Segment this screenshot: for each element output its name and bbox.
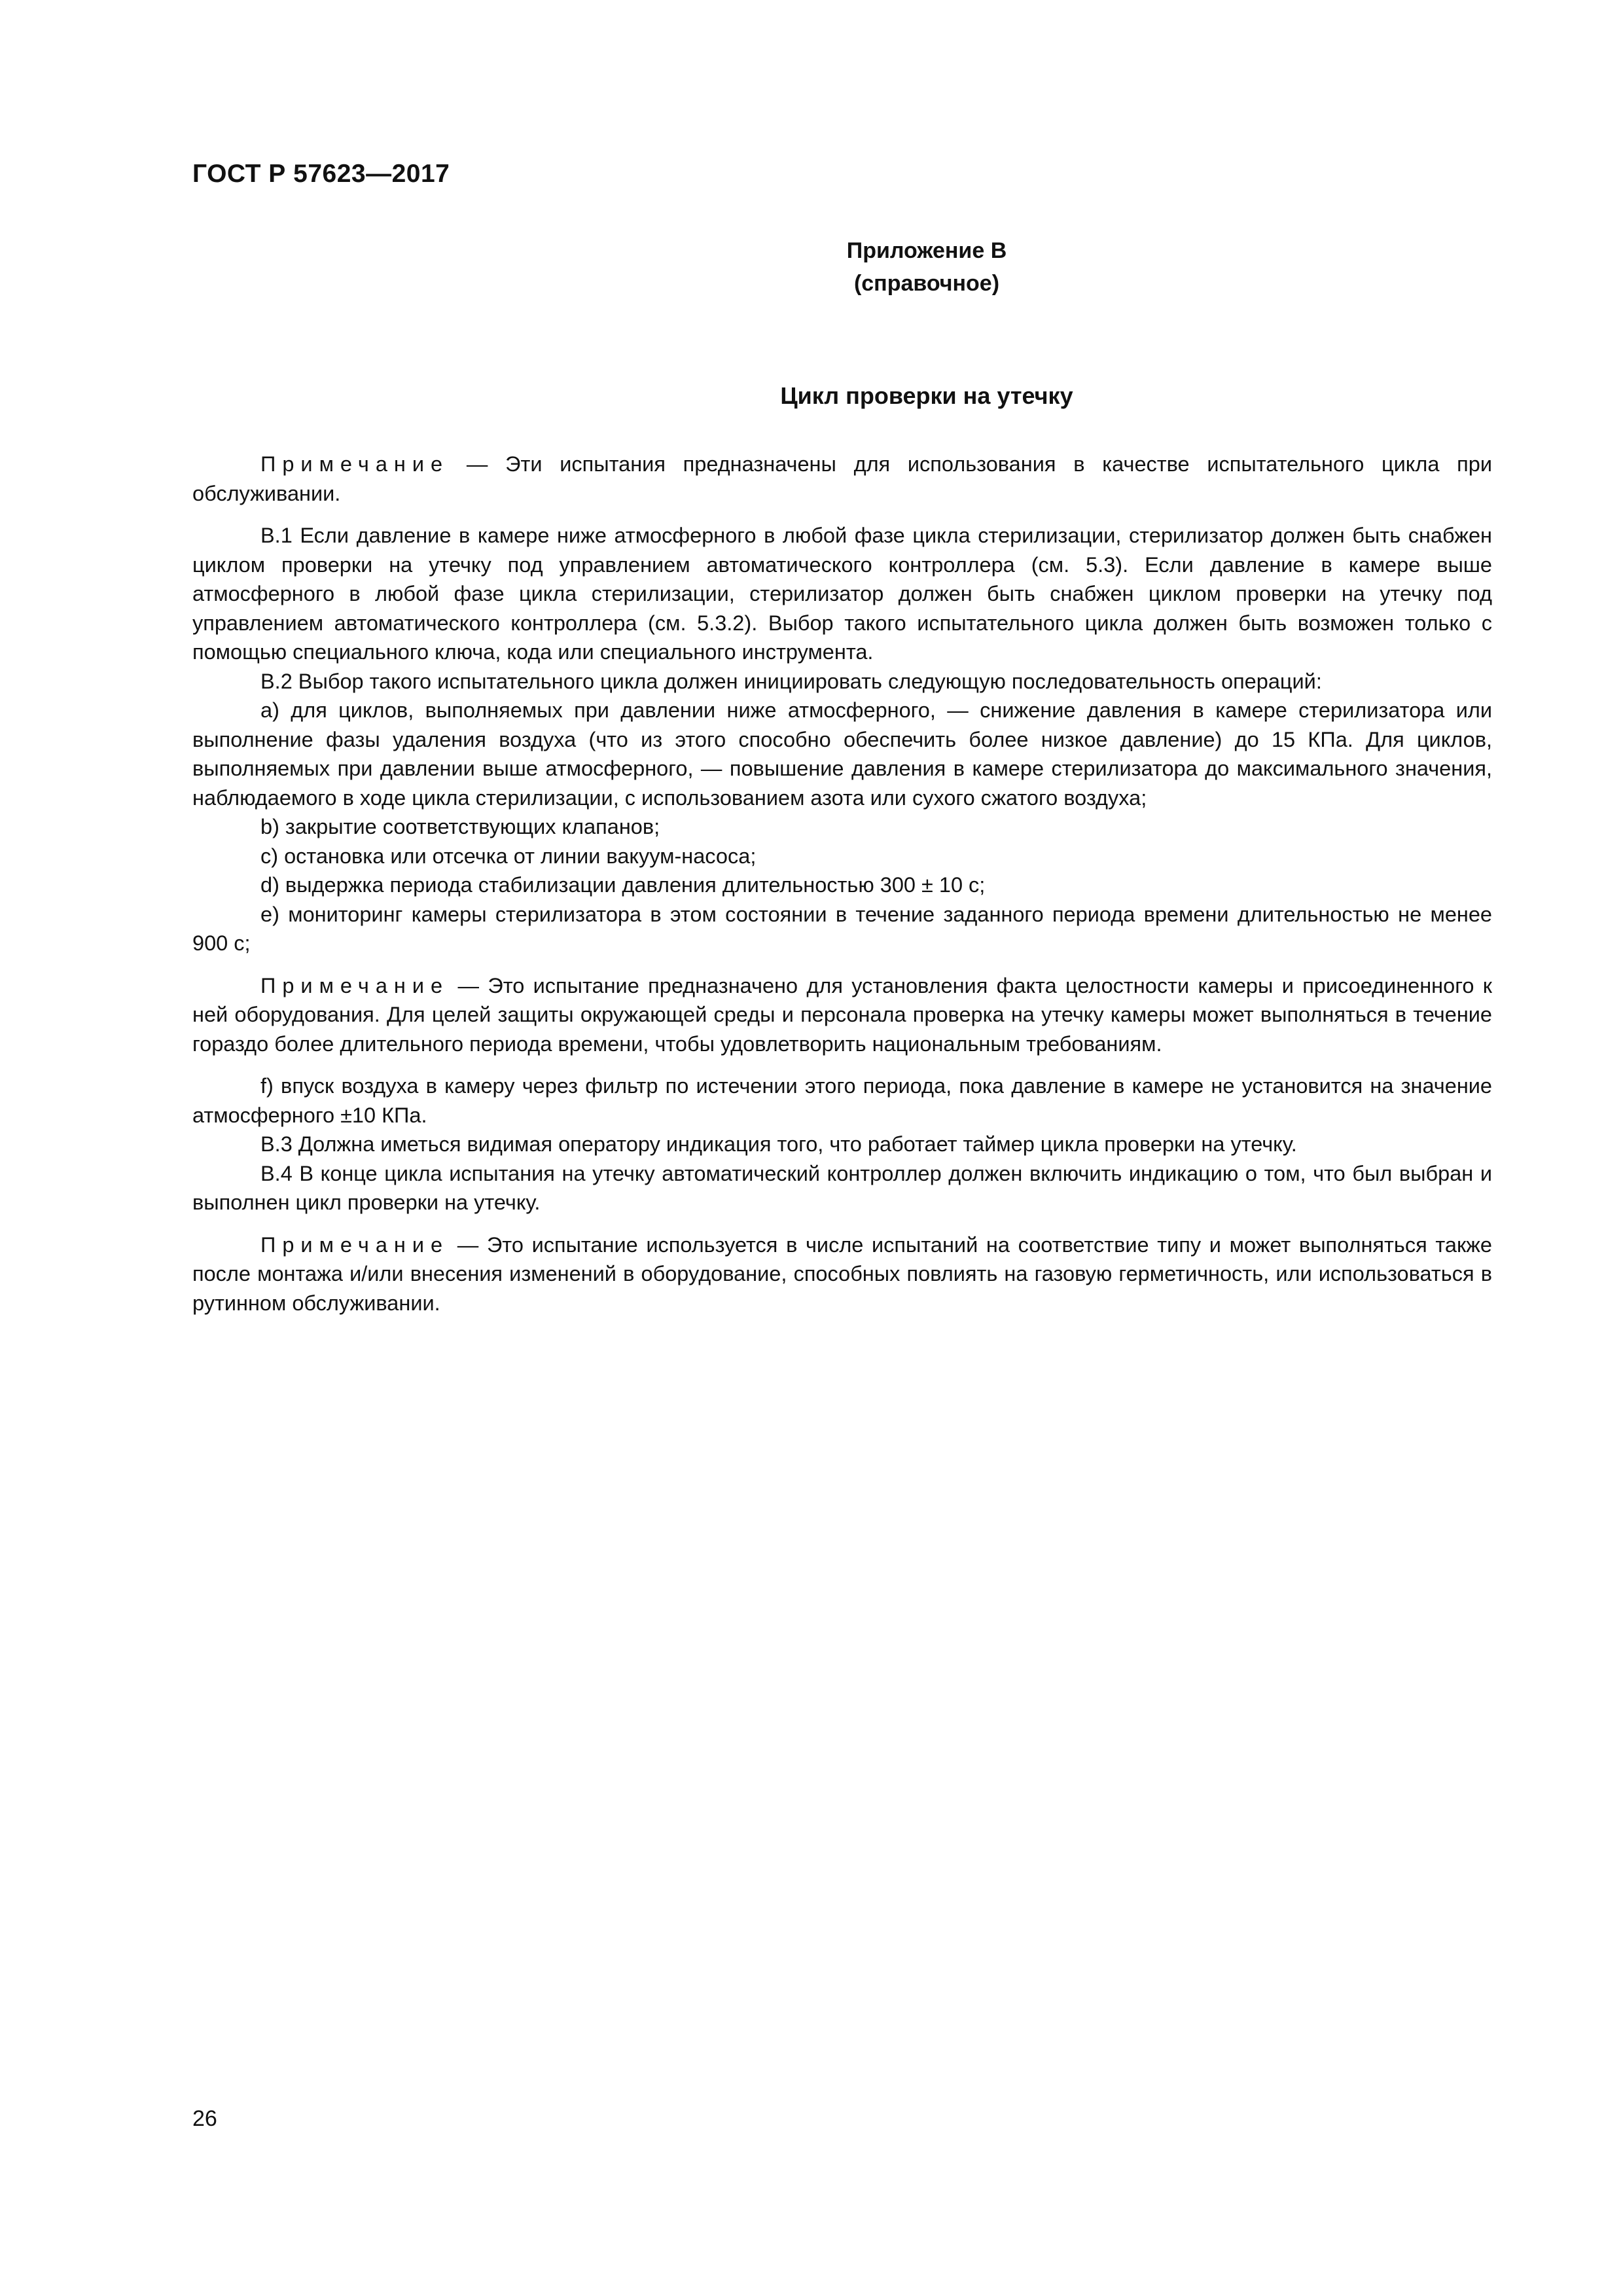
list-item-d: d) выдержка периода стабилизации давления длительностью 300 ± 10 с; [260,873,986,897]
note-paragraph [192,1230,1492,1318]
note-paragraph [192,450,1492,508]
clause-b2: В.2 Выбор такого испытательного цикла должен инициировать следующую последовательность операций: [260,669,1322,693]
clause-b3: В.3 Должна иметься видимая оператору индикация того, что работает таймер цикла проверки на утечку. [260,1132,1297,1156]
note-text: — Это испытание используется в числе испытаний на соответствие типу и может выполняться также после монтажа и/или внесения изменений в оборудование, способных повлиять на газовую герметичность, или использоваться в рутинном обслуживании. [192,1232,1492,1315]
note-label: Примечание [260,1232,450,1257]
section-title: Цикл проверки на утечку [780,382,1073,409]
document-body [192,450,1492,1331]
note-text: — Эти испытания предназначены для использования в качестве испытательного цикла при обслуживании. [192,452,1492,505]
note-label: Примечание [260,452,450,476]
list-item-a: а) для циклов, выполняемых при давлении ниже атмосферного, — снижение давления в камере стерилизатора или выполнение фазы удаления воздуха (что из этого способно обеспечить более низкое давление) до 15 КПа. Для циклов, выполняемых при давлении выше атмосферного, — повышение давления в камере стерилизатора до максимального значения, наблюдаемого в ходе цикла стерилизации, с использованием азота или сухого сжатого воздуха; [192,698,1492,810]
note-paragraph [192,971,1492,1059]
note-text: — Это испытание предназначено для установления факта целостности камеры и присоединенного к ней оборудования. Для целей защиты окружающей среды и персонала проверка на утечку камеры может выполняться в течение гораздо более длительного периода времени, чтобы удовлетворить национальным требованиям. [192,973,1492,1056]
clause-b4: В.4 В конце цикла испытания на утечку автоматический контроллер должен включить индикацию о том, что был выбран и выполнен цикл проверки на утечку. [192,1161,1492,1214]
list-item-b: b) закрытие соответствующих клапанов; [260,815,660,838]
document-header: ГОСТ Р 57623—2017 [192,160,450,188]
list-item-e: e) мониторинг камеры стерилизатора в этом состоянии в течение заданного периода времени длительностью не менее 900 с; [192,902,1492,955]
list-item-f: f) впуск воздуха в камеру через фильтр по истечении этого периода, пока давление в камере не установится на значение атмосферного ±10 КПа. [192,1074,1492,1127]
note-label: Примечание [260,973,450,997]
appendix-status: (справочное) [853,271,1000,296]
clause-b1: В.1 Если давление в камере ниже атмосферного в любой фазе цикла стерилизации, стерилизатор должен быть снабжен циклом проверки на утечку под управлением автоматического контроллера (см. 5.3). Если давление в камере выше атмосферного в любой фазе цикла стерилизации, стерилизатор должен быть снабжен циклом проверки на утечку под управлением автоматического контроллера (см. 5.3.2). Выбор такого испытательного цикла должен быть возможен только с помощью специального ключа, кода или специального инструмента. [192,524,1492,664]
appendix-label: Приложение В [846,238,1007,263]
appendix-heading [0,234,1623,300]
page-number: 26 [192,2106,217,2131]
list-item-c: c) остановка или отсечка от линии вакуум-насоса; [260,844,757,868]
